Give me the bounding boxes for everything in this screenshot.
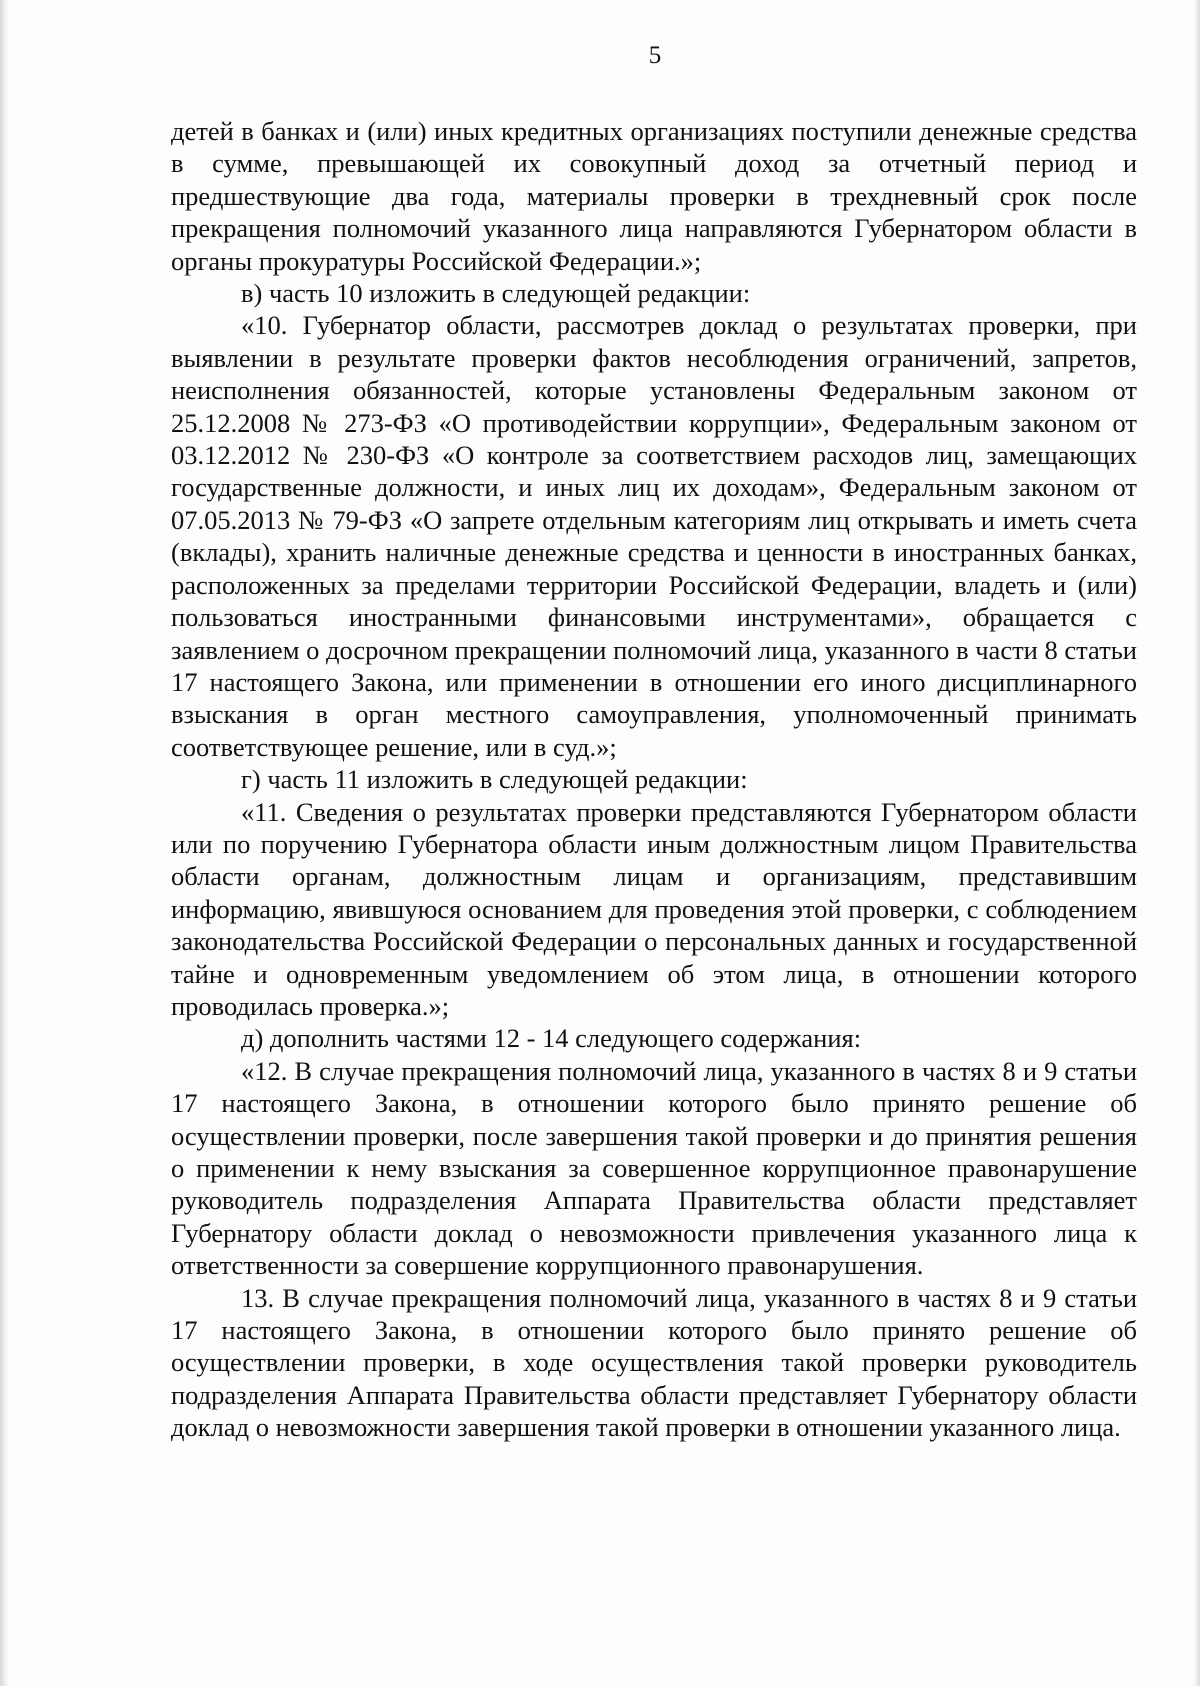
paragraph-part-12: «12. В случае прекращения полномочий лица, указанного в частях 8 и 9 статьи 17 настоящего Закона, в отношении которого было принято решение об осуществлении проверки, после завершения такой проверки и до принятия решения о применении к нему взыскания за совершенное коррупционное правонарушение руководитель подразделения Аппарата Правительства области представляет Губернатору области доклад о невозможности привлечения указанного лица к ответственности за совершение коррупционного правонарушения. bbox=[171, 1055, 1137, 1281]
paragraph-continuation: детей в банках и (или) иных кредитных организациях поступили денежные средства в сумме, превышающей их совокупный доход за отчетный период и предшествующие два года, материалы проверки в трехдневный срок после прекращения полномочий указанного лица направляются Губернатором области в органы прокуратуры Российской Федерации.»; bbox=[171, 116, 1137, 276]
paragraph-part-10: «10. Губернатор области, рассмотрев доклад о результатах проверки, при выявлении в результате проверки фактов несоблюдения ограничений, запретов, неисполнения обязанностей, которые установлены Федеральным законом от 25.12.2008 № 273-ФЗ «О противодействии коррупции», Федеральным законом от 03.12.2012 № 230-ФЗ «О контроле за соответствием расходов лиц, замещающих государственные должности, и иных лиц их доходам», Федеральным законом от 07.05.2013 № 79-ФЗ «О запрете отдельным категориям лиц открывать и иметь счета (вклады), хранить наличные денежные средства и ценности в иностранных банках, расположенных за пределами территории Российской Федерации, владеть и (или) пользоваться иностранными финансовыми инструментами», обращается с заявлением о досрочном прекращении полномочий лица, указанного в части 8 статьи 17 настоящего Закона, или применении в отношении его иного дисциплинарного взыскания в орган местного самоуправления, уполномоченный принимать соответствующее решение, или в суд.»; bbox=[171, 310, 1137, 762]
paragraph-amendment-v: в) часть 10 изложить в следующей редакции: bbox=[241, 278, 751, 309]
document-body bbox=[171, 115, 1137, 1444]
paragraph-part-11: «11. Сведения о результатах проверки представляются Губернатором области или по поручению Губернатора области иным должностным лицом Правительства области органам, должностным лицам и организациям, представившим информацию, явившуюся основанием для проведения этой проверки, с соблюдением законодательства Российской Федерации о персональных данных и государственной тайне и одновременным уведомлением об этом лица, в отношении которого проводилась проверка.»; bbox=[171, 796, 1137, 1021]
scan-edge-left bbox=[0, 0, 10, 1686]
page-number: 5 bbox=[648, 42, 662, 69]
paragraph-part-13: 13. В случае прекращения полномочий лица, указанного в частях 8 и 9 статьи 17 настоящего Закона, в отношении которого было принято решение об осуществлении проверки, в ходе осуществления такой проверки руководитель подразделения Аппарата Правительства области представляет Губернатору области доклад о невозможности завершения такой проверки в отношении указанного лица. bbox=[171, 1282, 1137, 1443]
paragraph-amendment-d: д) дополнить частями 12 - 14 следующего содержания: bbox=[241, 1023, 862, 1054]
paragraph-amendment-g: г) часть 11 изложить в следующей редакции: bbox=[241, 764, 748, 795]
scan-edge-right bbox=[1192, 0, 1200, 1686]
